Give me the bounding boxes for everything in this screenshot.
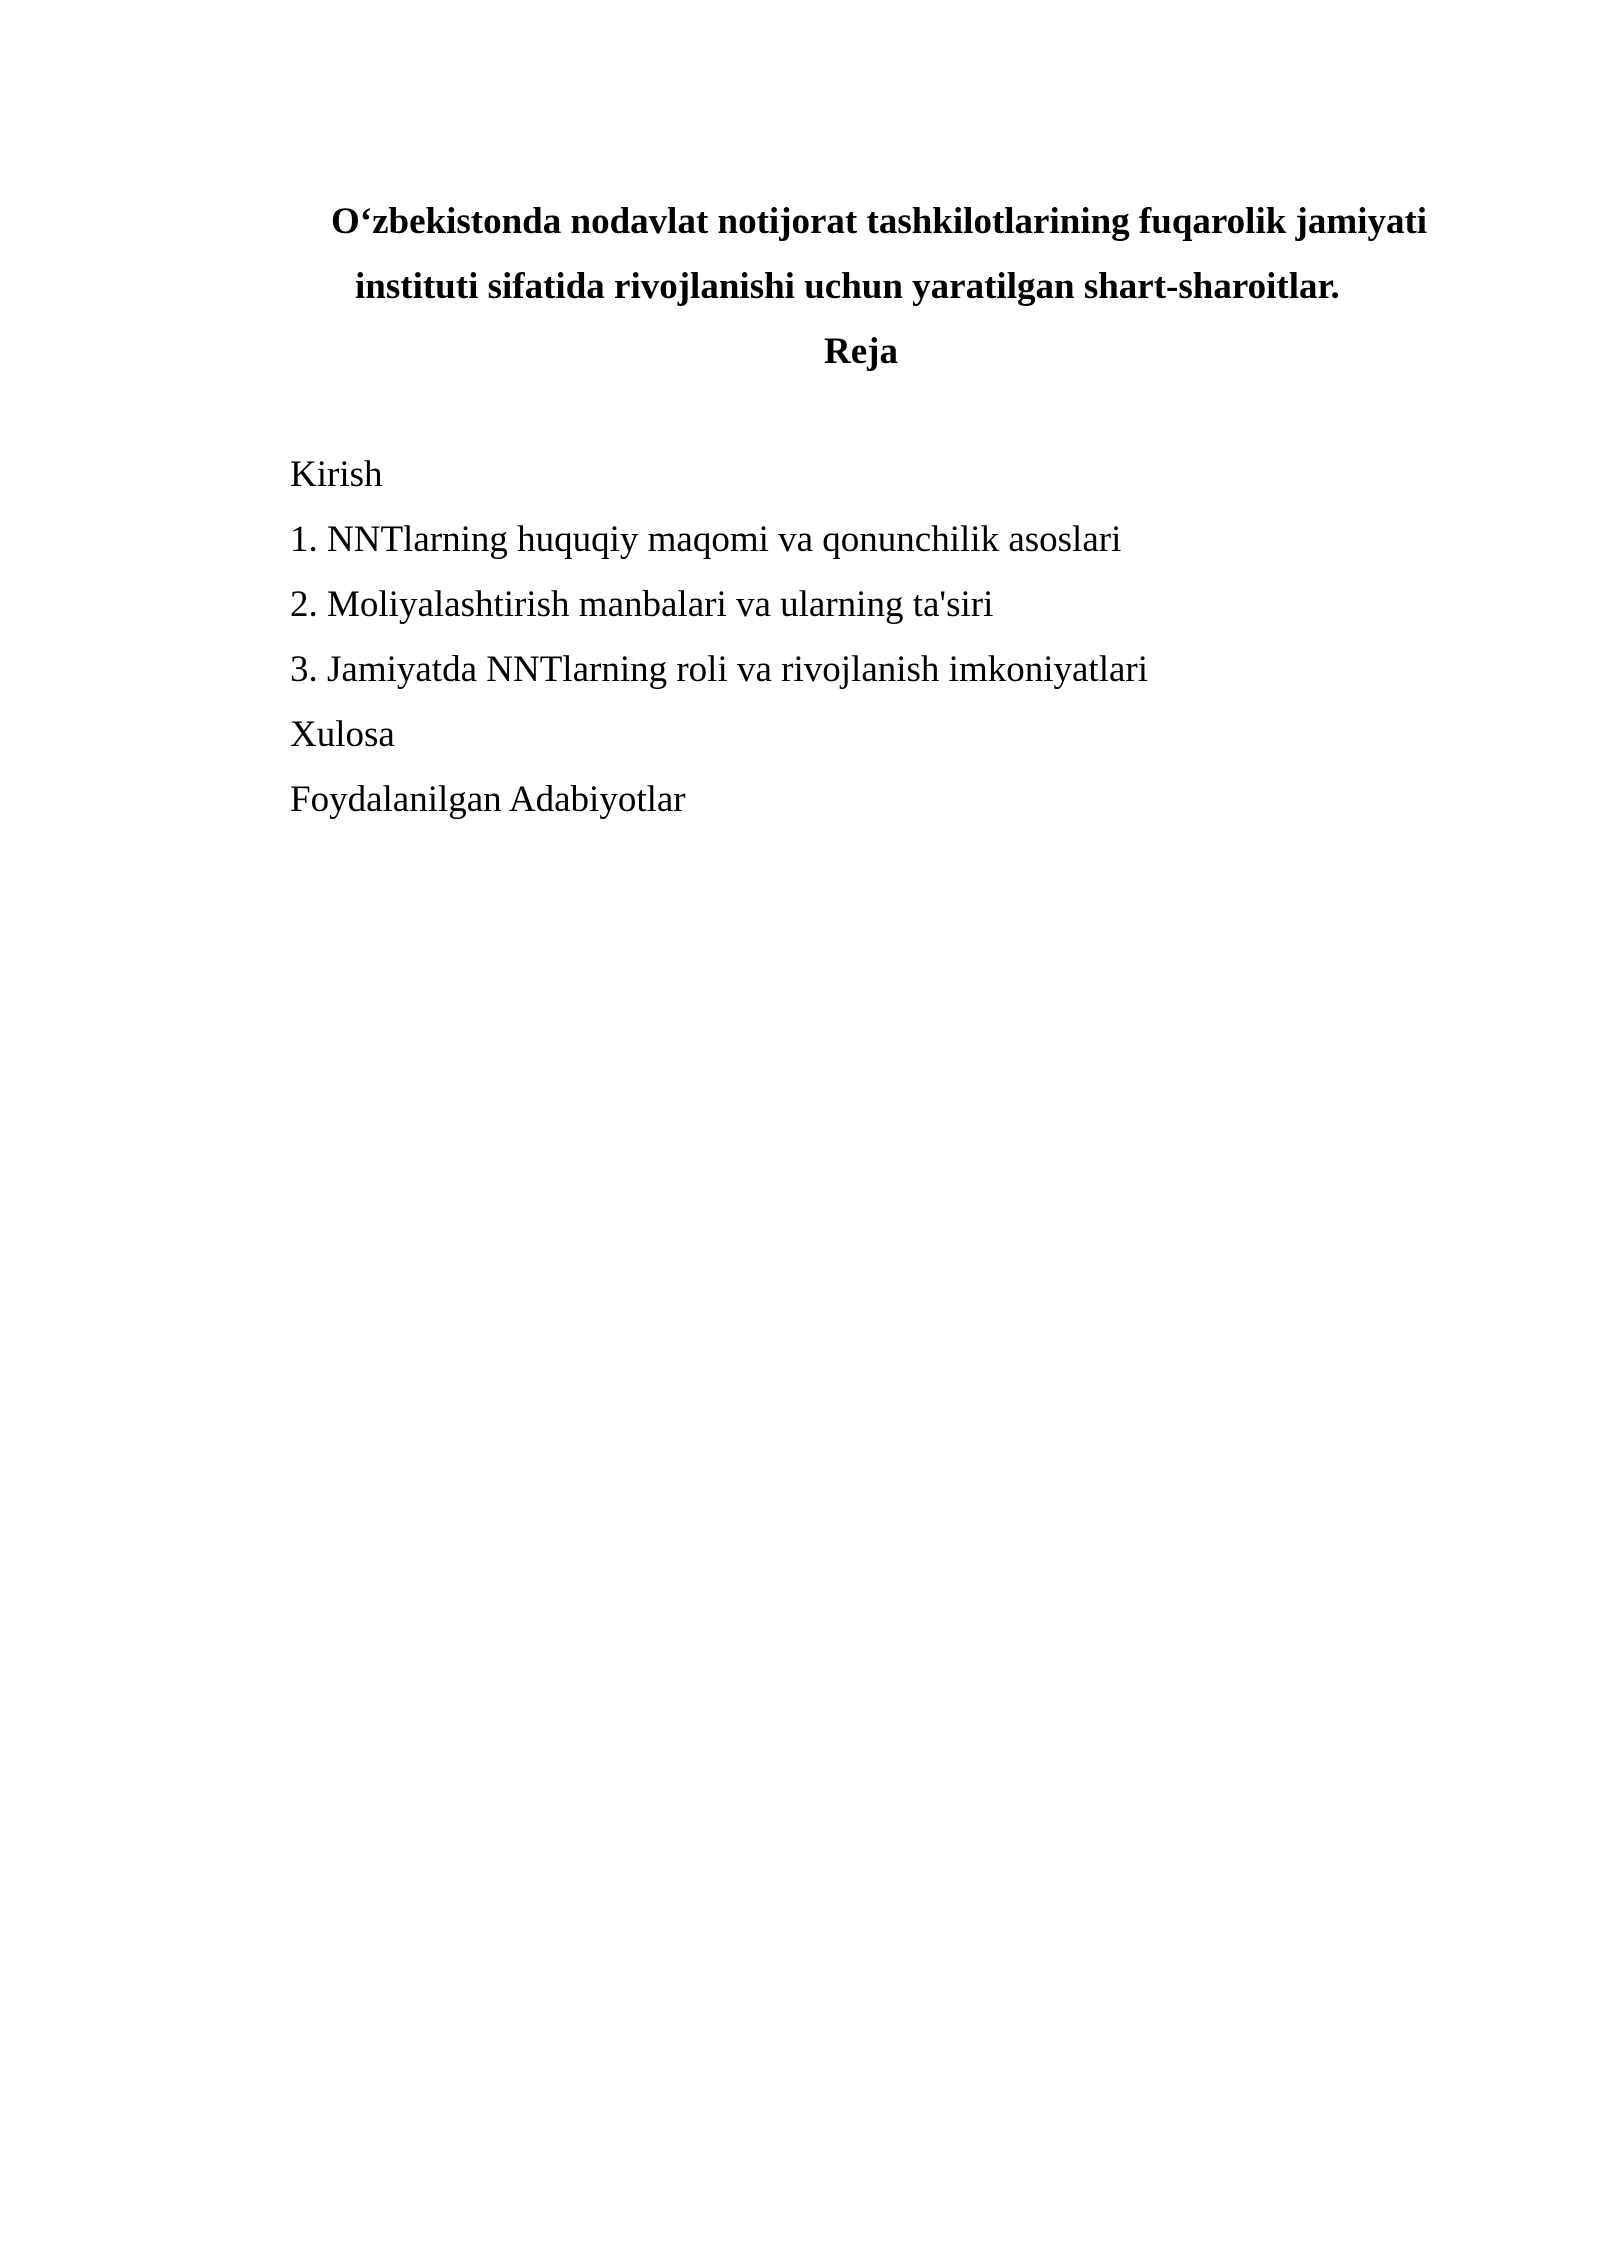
plan-list bbox=[290, 442, 1148, 832]
plan-item-conclusion: Xulosa bbox=[290, 714, 395, 755]
plan-item-1: 1. NNTlarning huquqiy maqomi va qonunchilik asoslari bbox=[290, 519, 1122, 560]
document-title-line-2: instituti sifatida rivojlanishi uchun yaratilgan shart-sharoitlar. bbox=[355, 266, 1340, 307]
plan-item-references: Foydalanilgan Adabiyotlar bbox=[290, 779, 686, 820]
plan-item-2: 2. Moliyalashtirish manbalari va ularning ta'siri bbox=[290, 584, 994, 625]
plan-heading: Reja bbox=[824, 331, 898, 372]
document-title-line-1: O‘zbekistonda nodavlat notijorat tashkilotlarining fuqarolik jamiyati bbox=[331, 201, 1428, 242]
plan-item-3: 3. Jamiyatda NNTlarning roli va rivojlanish imkoniyatlari bbox=[290, 649, 1149, 690]
plan-item-introduction: Kirish bbox=[290, 454, 383, 495]
